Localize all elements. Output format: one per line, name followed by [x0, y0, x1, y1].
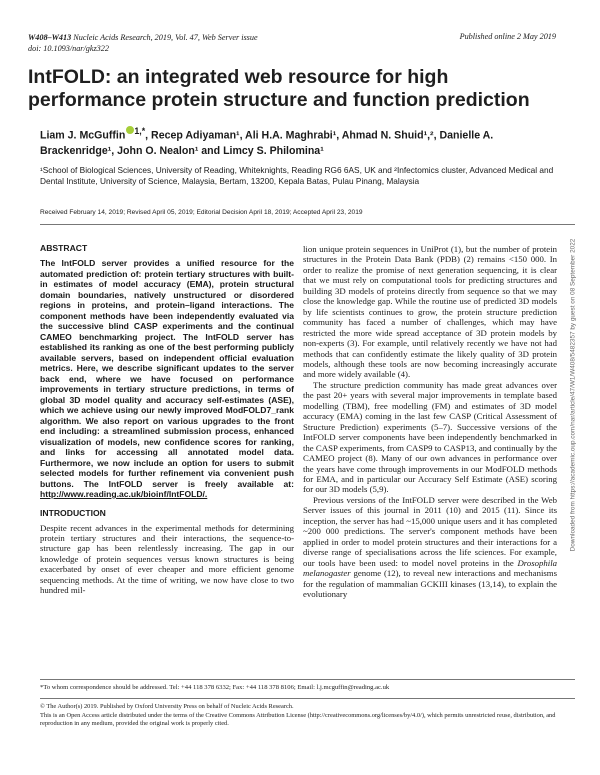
species-name: Drosophila melanogaster — [303, 557, 557, 579]
publication-date: Published online 2 May 2019 — [459, 32, 556, 41]
server-url-link[interactable]: http://www.reading.ac.uk/bioinf/IntFOLD/. — [40, 489, 208, 499]
paper-title: IntFOLD: an integrated web resource for high performance protein structure and function prediction — [28, 66, 530, 111]
affiliations: ¹School of Biological Sciences, University of Reading, Whiteknights, Reading RG6 6AS, UK and ²Infectomics cluster, Advanced Medical and Dental Institute, University of Science, Malaysia, Bertam, 13200, Kepala Batas, Pulau Pinang, Malaysia — [40, 165, 554, 186]
right-paragraph-3-text: Previous versions of the IntFOLD server were described in the Web Server issues of this journal in 2011 (10) and 2015 (11). Since its inception, the server has had ~15,000 unique users and it has completed ~200 000 predictions. The server's component methods have been applied in order to model protein structures and their interactions for a diverse range of specialisations across the life sciences. For example, our tools have been used: to model novel proteins in the — [303, 494, 557, 568]
abstract-body: The IntFOLD server provides a unified resource for the automated prediction of: protein tertiary structures with built-in estimates of model accuracy (EMA), protein structural domain boundaries, natively unstructured or disordered regions in proteins, and protein–ligand interactions. The component methods have been independently evaluated via the successive blind CASP experiments and the continual CAMEO benchmarking project. The IntFOLD server has established its ranking as one of the best performing publicly available servers, based on independent official evaluation metrics. Here, we describe significant updates to the server back end, where we have focused on performance improvements in tertiary structure predictions, in terms of global 3D model quality and accuracy self-estimates (ASE), which we achieve using our newly improved ModFOLD7_rank algorithm. We also report on various upgrades to the front end including: a streamlined submission process, enhanced visualization of models, new confidence scores for ranking, and links for accessing all annotated model data. Furthermore, we now include an option for users to submit selected models for further refinement via convenient push buttons. The IntFOLD server is freely available at: — [40, 258, 294, 489]
right-paragraph-1: lion unique protein sequences in UniProt (1), but the number of protein structures in the Protein Data Bank (PDB) (2) remains <150 000. In order to realize the promise of next generation sequencing, it is clear that we must rely on computational tools for predicting structures and building 3D models of proteins directly from sequence so that we may close the knowledge gap. While the routine use of predicted 3D models by life scientists continues to grow, the protein structure prediction community has faced a number of challenges, which may have restricted the more wide spread acceptance of 3D protein models by non-experts (3). For example, until relatively recently we have not had methods that can confidently estimate the likely quality of 3D protein models, although these tools are now becoming increasingly accurate and more widely available (4). — [303, 244, 557, 380]
license-footnote — [40, 703, 575, 729]
header-divider — [40, 224, 575, 225]
other-authors: , Recep Adiyaman¹, Ali H.A. Maghrabi¹, Ahmad N. Shuid¹,², Danielle A. Brackenridge¹, John O. Nealon¹ and Limcy S. Philomina¹ — [40, 129, 494, 157]
download-watermark — [566, 205, 580, 585]
author-list — [40, 124, 560, 159]
submission-dates: Received February 14, 2019; Revised April 05, 2019; Editorial Decision April 18, 2019; Accepted April 23, 2019 — [40, 209, 363, 216]
left-column — [40, 243, 294, 596]
doi: doi: 10.1093/nar/gkz322 — [28, 44, 109, 53]
first-author-affiliation-mark: 1,* — [134, 126, 146, 136]
footnote-divider — [40, 679, 575, 680]
running-header-left — [28, 32, 258, 54]
right-column — [303, 244, 557, 599]
page-range: W408–W413 — [28, 33, 72, 42]
license-line: This is an Open Access article distributed under the terms of the Creative Commons Attribution License (http://creativecommons.org/licenses/by/4.0/), which permits unrestricted reuse, distribution, and reproduction in any medium, provided the original work is properly cited. — [40, 711, 556, 728]
abstract-heading: ABSTRACT — [40, 243, 88, 253]
journal-citation: Nucleic Acids Research, 2019, Vol. 47, Web Server issue — [71, 33, 258, 42]
right-paragraph-3-end: genome (12), to reveal new interactions and mechanisms for the regulation of mammalian GCKIII kinases (13,14), to explain the evolutionary — [303, 568, 557, 599]
abstract-text — [40, 258, 294, 500]
download-note: Downloaded from https://academic.oup.com/nar/article/47/W1/W408/5482357 by guest on 08 September 2022 — [569, 238, 577, 552]
first-author: Liam J. McGuffin — [40, 129, 126, 142]
copyright-divider — [40, 698, 575, 699]
right-paragraph-3 — [303, 495, 557, 600]
introduction-heading: INTRODUCTION — [40, 507, 106, 518]
copyright-line: © The Author(s) 2019. Published by Oxford University Press on behalf of Nucleic Acids Research. — [40, 703, 294, 710]
intro-paragraph: Despite recent advances in the experimental methods for determining protein tertiary structures and their interactions, the sequence-to-structure gap has been relentlessly increasing. The gap in our knowledge of protein sequences versus known structures is being exacerbated by onset of ever cheaper and more efficient genome sequencing methods. At the time of writing, we now have close to two hundred mil- — [40, 522, 294, 596]
right-paragraph-2: The structure prediction community has made great advances over the past 20+ years with several major improvements in template based modelling (TBM), free modelling (FM) and estimates of 3D model accuracy (EMA) coming in the last few CASP (Critical Assessment of Structure Prediction) experiments (5–7). Successive versions of the IntFOLD server components have been independently benchmarked in the CASP experiments, from CASP9 to CASP13, and continually by the CAMEO project (8). Many of our own advances in performance over the years have come through improvements in our ModFOLD methods for EMA, and in particular our Accuracy Self Estimate (ASE) scoring for our 3D models (5,9). — [303, 379, 557, 495]
correspondence-footnote: *To whom correspondence should be addressed. Tel: +44 118 378 6332; Fax: +44 118 378 8106; Email: l.j.mcguffin@reading.ac.uk — [40, 684, 390, 691]
